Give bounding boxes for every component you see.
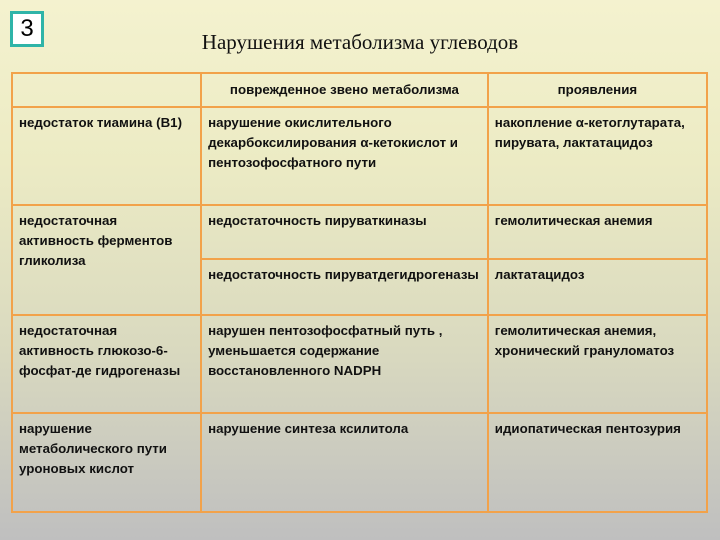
- cell-cause: недостаточная активность глюкозо-6-фосфат-де гидрогеназы: [12, 315, 201, 413]
- table-row: [12, 205, 707, 259]
- cell-manifestation: накопление α-кетоглутарата, пирувата, лактатацидоз: [488, 107, 707, 205]
- table-row: [12, 315, 707, 413]
- header-manifestation: проявления: [488, 73, 707, 107]
- cell-cause: недостаток тиамина (В1): [12, 107, 201, 205]
- table-row: [12, 107, 707, 205]
- cell-manifestation: гемолитическая анемия: [488, 205, 707, 259]
- page-title: Нарушения метаболизма углеводов: [201, 30, 519, 54]
- cell-link: нарушение окислительного декарбоксилирования α-кетокислот и пентозофосфатного пути: [201, 107, 488, 205]
- cell-cause: недостаточная активность ферментов гликолиза: [12, 205, 201, 315]
- cell-link: недостаточность пируватдегидрогеназы: [201, 259, 488, 315]
- carbohydrate-metabolism-table: [11, 72, 708, 513]
- cell-link: недостаточность пируваткиназы: [201, 205, 488, 259]
- table-header-row: [12, 73, 707, 107]
- header-link: поврежденное звено метаболизма: [201, 73, 488, 107]
- cell-link: нарушение синтеза ксилитола: [201, 413, 488, 512]
- cell-manifestation: гемолитическая анемия, хронический грануломатоз: [488, 315, 707, 413]
- cell-manifestation: идиопатическая пентозурия: [488, 413, 707, 512]
- header-cause: [12, 73, 201, 107]
- cell-manifestation: лактатацидоз: [488, 259, 707, 315]
- slide-number-badge: 3: [10, 11, 44, 47]
- table-row: [12, 413, 707, 512]
- cell-link: нарушен пентозофосфатный путь , уменьшается содержание восстановленного NADPH: [201, 315, 488, 413]
- cell-cause: нарушение метаболического пути уроновых кислот: [12, 413, 201, 512]
